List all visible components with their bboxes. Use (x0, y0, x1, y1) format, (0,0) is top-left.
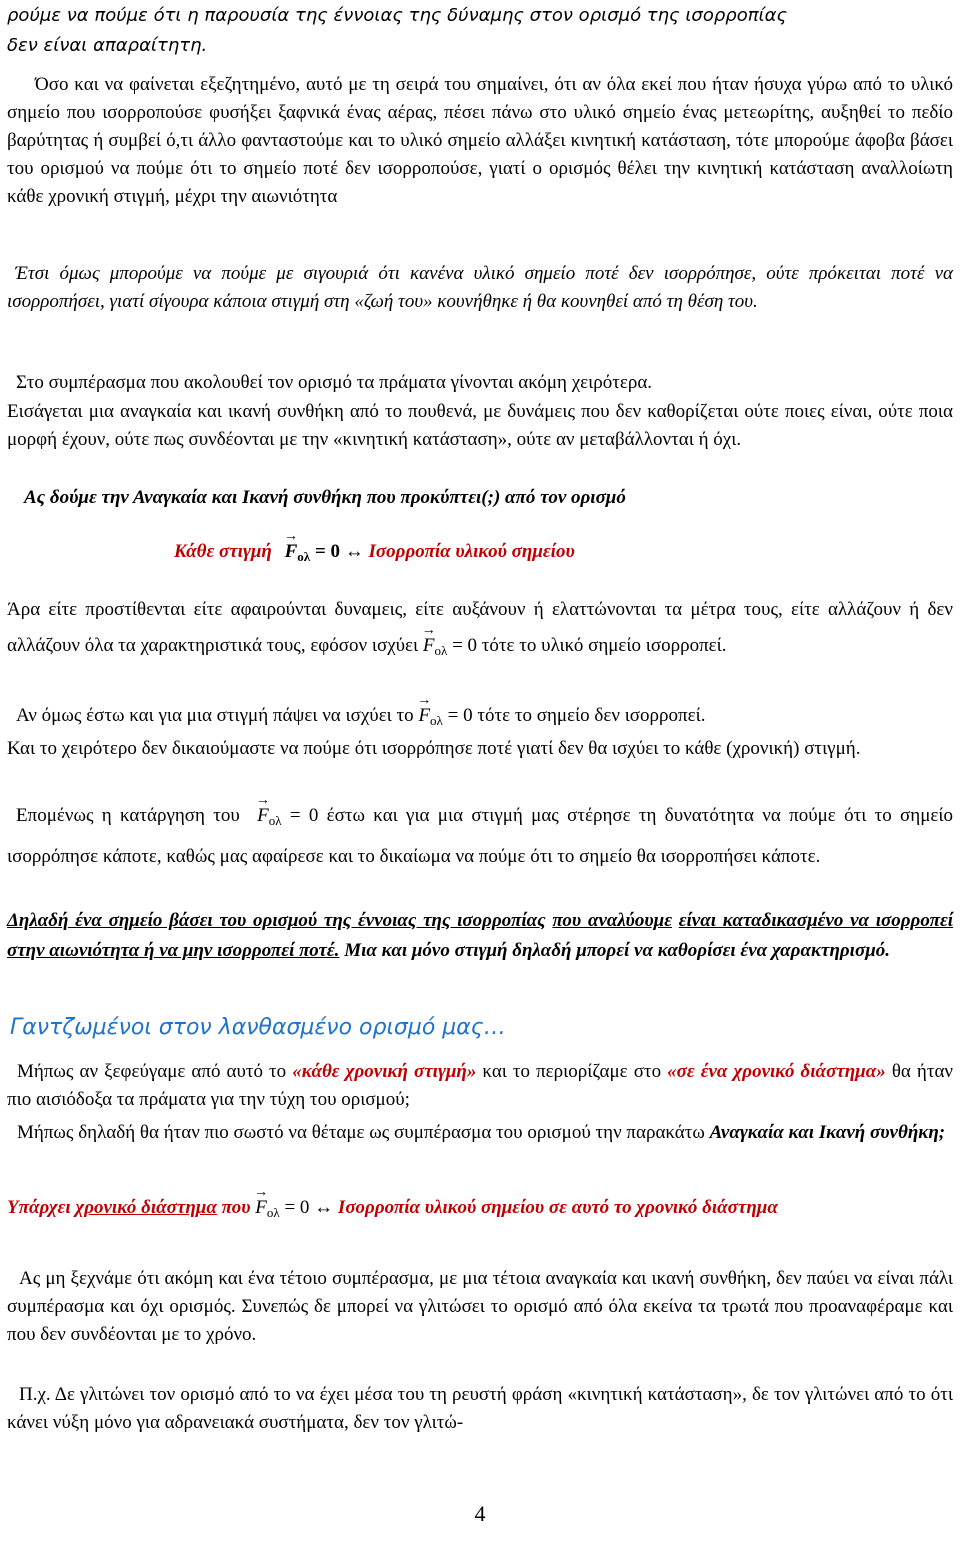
equivalence-arrow-icon: ↔ (344, 541, 364, 562)
paragraph-example: Π.χ. Δε γλιτώνει τον ορισμό από το να έχει μέσα του τη ρευστή φράση «κινητική κατάσταση», δε τον γλιτώνει από το ότι κάνει νύξη μόνο για αδρανειακά συστήματα, δεν τον γλιτώ- (7, 1384, 953, 1433)
paragraph-not-definition: Ας μη ξεχνάμε ότι ακόμη και ένα τέτοιο συμπέρασμα, με μια τέτοια αναγκαία και ικανή συνθήκη, δεν παύει να είναι πάλι συμπέρασμα και όχι ορισμός. Συνεπώς δε μπορεί να γλιτώσει το ορισμό από όλα εκείνα τα τρωτά που προαναφέραμε και που δεν συνδέονται με το χρόνο. (7, 1268, 953, 1345)
paragraph-forces-change: Άρα είτε προστίθενται είτε αφαιρούνται δυναμεις, είτε αυξάνουν ή ελαττώνονται τα μέτρα τους, είτε αλλάζουν ή δεν αλλάζουν όλα τα χαρακτηριστικά τους, εφόσον $\iota\sigma\chi ύ\varepsilon\iota \to F_{o\lambda} = 0$ τότε το υλικό σημείο ισορροπεί. (7, 592, 953, 669)
paragraph-conclusion-worse: Στο συμπέρασμα που ακολουθεί τον ορισμό τα πράματα γίνονται ακόμη χειρότερα. (16, 372, 653, 393)
paragraph-even-worse: Και το χειρότερο δεν δικαιούμαστε να πούμε ότι ισορρόπησε ποτέ γιατί δεν θα ισχύει το κάθε (χρονική) στιγμή. (7, 738, 861, 759)
paragraph-time-interval: Μήπως αν ξεφεύγαμε από αυτό το «κάθε χρονική στιγμή» και το περιορίζαμε στο «σε ένα χρονικό διάστημα» θα ήταν πιο αισιόδοξα τα πράματα για την τύχη του ορισμού; (7, 1061, 954, 1110)
condition-every-moment: Κάθε $\sigma\tau\iota\gamma\mu ή \to F_{o\lambda} = 0$ ↔ Ισορροπία υλικού σημείου (174, 538, 774, 571)
paragraph-condition-nowhere: Εισάγεται μια αναγκαία και ικανή συνθήκη από το πουθενά, με δυνάμεις που δεν καθορίζεται ούτε ποιες είναι, ούτε ποια μορφή έχουν, ούτε πως συνδέονται με την «κινητική κατάσταση», ούτε αν μεταβάλλονται ή όχι. (7, 401, 953, 450)
net-force-equation: → $F_{o\lambda} = 0$ (418, 705, 472, 726)
paragraph-meteorite: Όσο και να φαίνεται εξεζητημένο, αυτό με τη σειρά του σημαίνει, ότι αν όλα εκεί που ήταν ήσυχα γύρω από το υλικό σημείο που ισορροπούσε φυσήξει ξαφνικά ένας αέρας, πέσει πάνω στο υλικό σημείο ένας μετεωρίτης, αυξηθεί το πεδίο βαρύτητας ή συμβεί ό,τι άλλο φανταστούμε και το υλικό σημείο αλλάξει κινητική κατάσταση, τότε μπορούμε άφοβα βάσει του ορισμού να πούμε ότι το σημείο ποτέ δεν ισορροπούσε, γιατί ο ορισμός θέλει την κινητική κατάσταση αναλλοίωτη κάθε χρονική στιγμή, μέχρι την αιωνιότητα (7, 74, 953, 207)
paragraph-more-correct: Μήπως δηλαδή θα ήταν πιο σωστό να θέταμε ως συμπέρασμα του ορισμού την παρακάτω Αναγκαία και Ικανή συνθήκη; (17, 1122, 946, 1143)
page-number: 4 (474, 1501, 486, 1526)
paragraph-therefore: Επομένως η κατάργηση $\tau o\upsilon \to F_{o\lambda} = 0$ έστω και για μια στιγμή μας στέρησε τη δυνατότητα να πούμε ότι το σημείο ισορρόπησε κάποτε, καθώς μας αφαίρεσε και το δικαίωμα να πούμε ότι το σημείο θα ισορροπήσει κάποτε. (7, 798, 953, 875)
paragraph-doomed: Δηλαδή ένα σημείο βάσει του ορισμού της έννοιας της ισορροπίας που αναλύουμε είναι καταδικασμένο να ισορροπεί στην αιωνιότητα ή να μην ισορροπεί ποτέ. Μια και μόνο στιγμή δηλαδή μπορεί να καθορίσει ένα χαρακτηρισμό. (7, 910, 954, 961)
net-force-equation: → $F_{o\lambda} = 0$ (285, 541, 340, 562)
heading-clinging-wrong-definition: Γαντζωμένοι στον λανθασμένο ορισμό μας… (10, 1015, 506, 1040)
paragraph-never-balanced: Έτσι όμως μπορούμε να πούμε με σιγουριά ότι κανένα υλικό σημείο ποτέ δεν ισορρόπησε, ούτε πρόκειται ποτέ να ισορροπήσει, γιατί σίγουρα κάποια στιγμή στη «ζωή του» κουνήθηκε ή θα κουνηθεί από τη θέση του. (7, 263, 953, 312)
net-force-equation: → $F_{o\lambda} = 0$ (248, 805, 318, 826)
paragraph-stops-holding: Αν όμως έστω και για μια στιγμή πάψει να ισχύει $\tau o \to F_{o\lambda} = 0$ τότε το σημείο δεν ισορροπεί. (16, 702, 953, 735)
condition-time-interval: Υπάρχει χρονικό διάστημα $\pi o\upsilon \to F_{o\lambda} = 0$ ↔ Ισορροπία υλικού σημείου σε αυτό το χρονικό διάστημα (7, 1190, 953, 1231)
heading-necessary-condition: Ας δούμε την Αναγκαία και Ικανή συνθήκη που προκύπτει(;) από τον ορισμό (24, 487, 626, 508)
intro-italic-line-2: δεν είναι απαραίτητη. (7, 35, 208, 56)
net-force-equation: → $F_{o\lambda} = 0$ (255, 1197, 309, 1218)
intro-italic-line-1: ρούμε να πούμε ότι η παρουσία της έννοιας της δύναμης στον ορισμό της ισορροπίας (7, 5, 788, 26)
equivalence-arrow-icon: ↔ (314, 1197, 334, 1218)
net-force-equation: → $F_{o\lambda} = 0$ (423, 635, 477, 656)
